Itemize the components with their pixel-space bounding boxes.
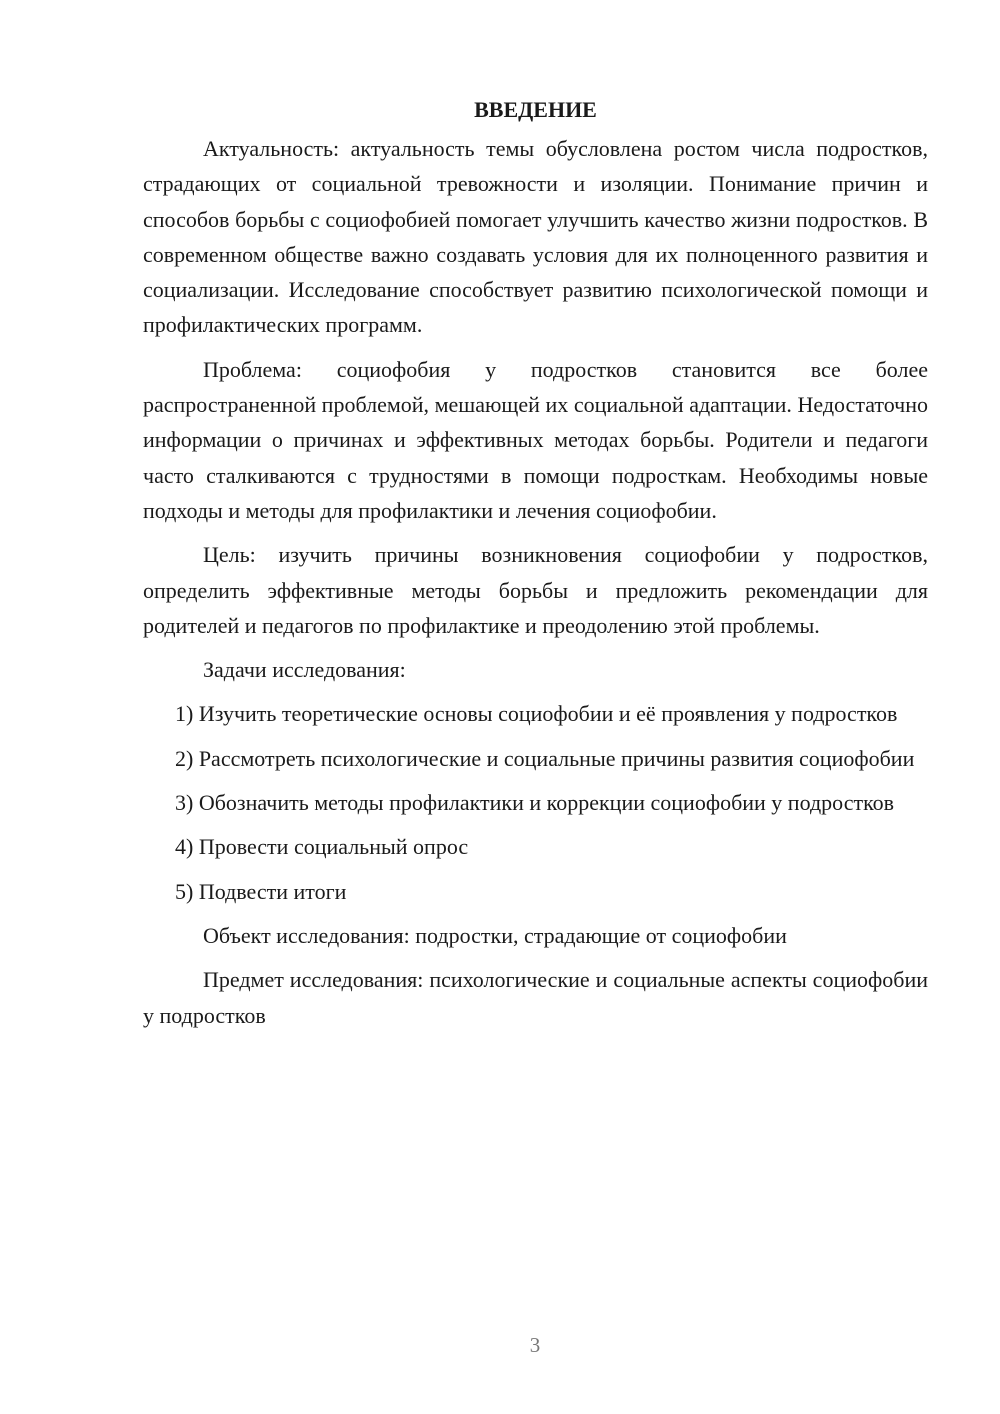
tasks-heading: Задачи исследования: <box>203 657 406 683</box>
object-paragraph: Объект исследования: подростки, страдающие от социофобии <box>203 922 787 948</box>
task-item-3: 3) Обозначить методы профилактики и коррекции социофобии у подростков <box>175 790 895 816</box>
subject-paragraph: Предмет исследования: психологические и социальные аспекты социофобии у подростков <box>143 967 928 1028</box>
page-number: 3 <box>529 1333 541 1357</box>
task-item-2: 2) Рассмотреть психологические и социальные причины развития социофобии <box>175 745 915 771</box>
problem-paragraph: Проблема: социофобия у подростков становится все более распространенной проблемой, мешающей их социальной адаптации. Недостаточно информации о причинах и эффективных методах борьбы. Родители и педагоги часто сталкиваются с трудностями в помощи подросткам. Необходимы новые подходы и методы для профилактики и лечения социофобии. <box>143 356 928 523</box>
task-item-5: 5) Подвести итоги <box>175 878 347 904</box>
relevance-paragraph: Актуальность: актуальность темы обусловлена ростом числа подростков, страдающих от социальной тревожности и изоляции. Понимание причин и способов борьбы с социофобией помогает улучшить качество жизни подростков. В современном обществе важно создавать условия для их полноценного развития и социализации. Исследование способствует развитию психологической помощи и профилактических программ. <box>143 136 928 338</box>
section-title: ВВЕДЕНИЕ <box>474 97 597 122</box>
task-item-1: 1) Изучить теоретические основы социофобии и её проявления у подростков <box>175 701 898 727</box>
task-item-4: 4) Провести социальный опрос <box>175 834 469 860</box>
goal-paragraph: Цель: изучить причины возникновения социофобии у подростков, определить эффективные методы борьбы и предложить рекомендации для родителей и педагогов по профилактике и преодолению этой проблемы. <box>143 542 928 638</box>
document-page <box>143 92 928 1042</box>
